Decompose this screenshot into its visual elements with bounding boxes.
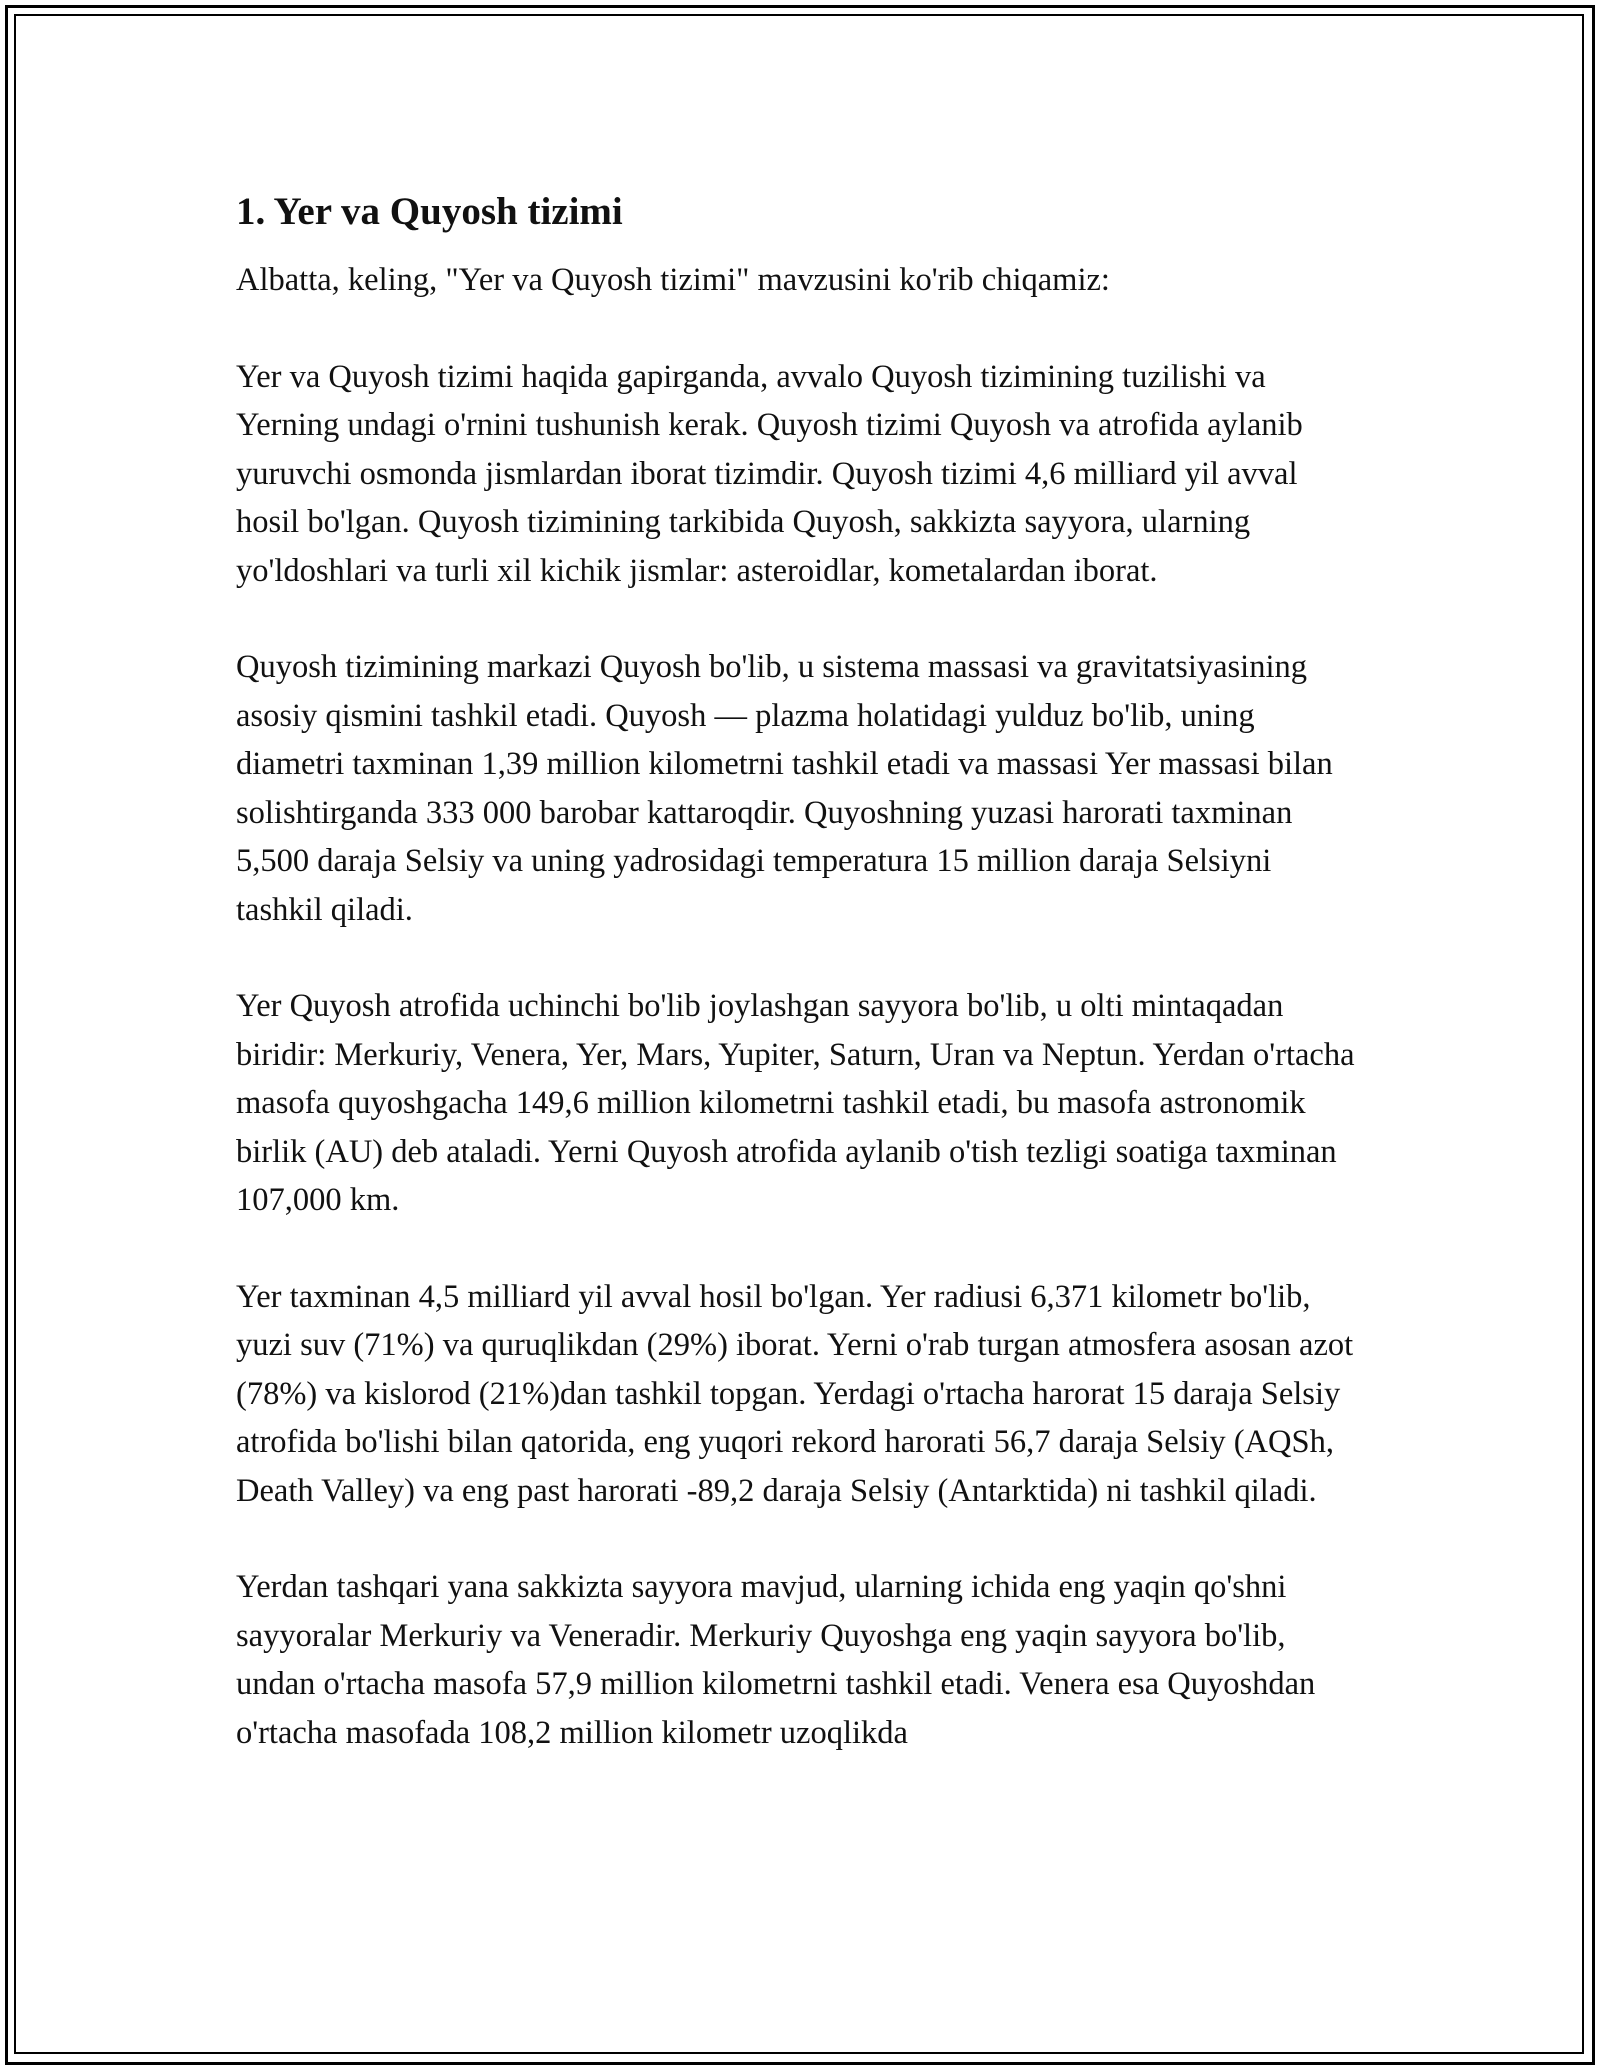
paragraph-other-planets: Yerdan tashqari yana sakkizta sayyora mavjud, ularning ichida eng yaqin qo'shni sayyoralar Merkuriy va Veneradir. Merkuriy Quyoshga eng yaqin sayyora bo'lib, undan o'rtacha masofa 57,9 million kilometrni tashkil etadi. Venera esa Quyoshdan o'rtacha masofada 108,2 million kilometr uzoqlikda — [236, 1569, 1316, 1751]
paragraph-sun: Quyosh tizimining markazi Quyosh bo'lib, u sistema massasi va gravitatsiyasining asosiy qismini tashkil etadi. Quyosh — plazma holatidagi yulduz bo'lib, uning diametri taxminan 1,39 million kilometrni tashkil etadi va massasi Yer massasi bilan solishtirganda 333 000 barobar kattaroqdir. Quyoshning yuzasi harorati taxminan 5,500 daraja Selsiy va uning yadrosidagi temperatura 15 million daraja Selsiyni tashkil qiladi. — [236, 649, 1333, 928]
intro-paragraph: Albatta, keling, "Yer va Quyosh tizimi" mavzusini ko'rib chiqamiz: — [236, 262, 1110, 298]
section-heading: 1. Yer va Quyosh tizimi — [236, 190, 623, 233]
document-body — [236, 186, 1366, 1805]
paragraph-earth-facts: Yer taxminan 4,5 milliard yil avval hosil bo'lgan. Yer radiusi 6,371 kilometr bo'lib, yuzi suv (71%) va quruqlikdan (29%) iborat. Yerni o'rab turgan atmosfera asosan azot (78%) va kislorod (21%)dan tashkil topgan. Yerdagi o'rtacha harorat 15 daraja Selsiy atrofida bo'lishi bilan qatorida, eng yuqori rekord harorati 56,7 daraja Selsiy (AQSh, Death Valley) va eng past harorati -89,2 daraja Selsiy (Antarktida) ni tashkil qiladi. — [236, 1278, 1354, 1509]
paragraph-solar-system-structure: Yer va Quyosh tizimi haqida gapirganda, avvalo Quyosh tizimining tuzilishi va Yerning undagi o'rnini tushunish kerak. Quyosh tizimi Quyosh va atrofida aylanib yuruvchi osmonda jismlardan iborat tizimdir. Quyosh tizimi 4,6 milliard yil avval hosil bo'lgan. Quyosh tizimining tarkibida Quyosh, sakkizta sayyora, ularning yo'ldoshlari va turli xil kichik jismlar: asteroidlar, kometalardan iborat. — [236, 358, 1303, 589]
paragraph-earth-orbit: Yer Quyosh atrofida uchinchi bo'lib joylashgan sayyora bo'lib, u olti mintaqadan biridir: Merkuriy, Venera, Yer, Mars, Yupiter, Saturn, Uran va Neptun. Yerdan o'rtacha masofa quyoshgacha 149,6 million kilometrni tashkil etadi, bu masofa astronomik birlik (AU) deb ataladi. Yerni Quyosh atrofida aylanib o'tish tezligi soatiga taxminan 107,000 km. — [236, 988, 1355, 1218]
